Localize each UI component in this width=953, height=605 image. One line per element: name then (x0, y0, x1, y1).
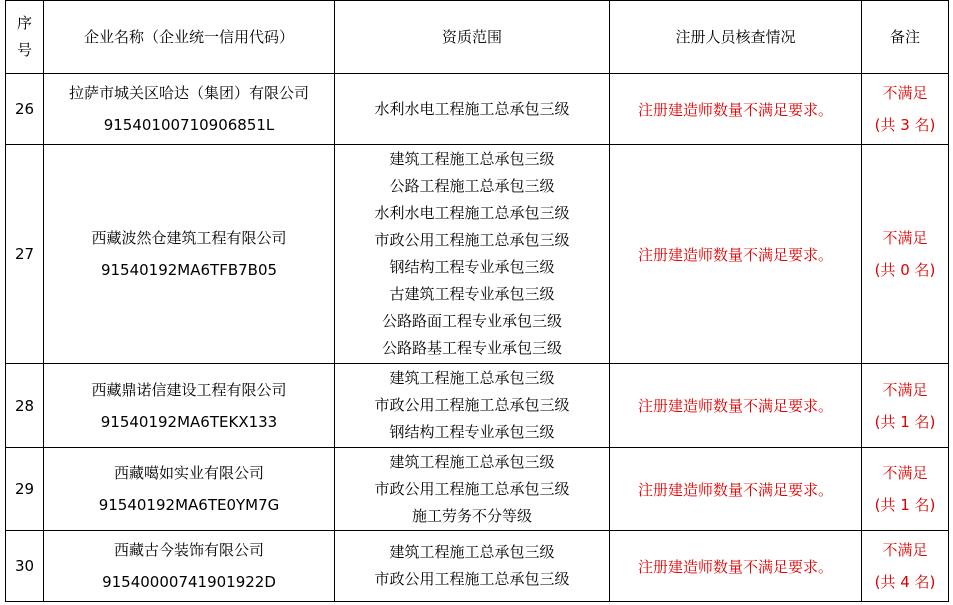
note-count: (共 1 名) (874, 412, 936, 431)
seq-cell (6, 364, 44, 448)
company-cell (44, 531, 335, 602)
scope-item: 钢结构工程专业承包三级 (389, 423, 555, 441)
check-cell (610, 145, 862, 364)
scope-item: 建筑工程施工总承包三级 (389, 543, 555, 561)
company-cell (44, 74, 335, 145)
seq-cell (6, 531, 44, 602)
check-result: 注册建造师数量不满足要求。 (637, 100, 833, 119)
company-code: 91540192MA6TFB7B05 (100, 261, 278, 279)
check-result: 注册建造师数量不满足要求。 (637, 245, 833, 264)
seq-number: 30 (14, 557, 35, 575)
scope-cell (335, 74, 610, 145)
header-seq-line1: 序 (16, 14, 32, 32)
header-seq-line2: 号 (16, 41, 32, 59)
check-cell (610, 74, 862, 145)
note-status: 不满足 (882, 229, 928, 247)
company-name: 西藏鼎诺信建设工程有限公司 (91, 380, 287, 399)
seq-cell (6, 145, 44, 364)
scope-item: 公路路基工程专业承包三级 (381, 339, 562, 357)
table-row (6, 74, 949, 145)
note-status: 不满足 (882, 464, 928, 482)
scope-item: 施工劳务不分等级 (411, 506, 532, 525)
table-row (6, 531, 949, 602)
scope-item: 建筑工程施工总承包三级 (389, 452, 555, 471)
note-status: 不满足 (882, 380, 928, 399)
check-cell (610, 531, 862, 602)
table-row (6, 145, 949, 364)
header-check: 注册人员核查情况 (610, 1, 862, 74)
table-header (6, 1, 949, 74)
scope-item: 公路路面工程专业承包三级 (381, 312, 562, 330)
scope-cell (335, 448, 610, 531)
company-name: 西藏古今装饰有限公司 (113, 541, 264, 559)
table-row (6, 364, 949, 448)
company-code: 91540192MA6TEKX133 (100, 412, 278, 431)
company-name: 西藏噶如实业有限公司 (113, 464, 264, 482)
seq-number: 27 (14, 245, 35, 263)
header-seq (6, 1, 44, 74)
scope-item: 市政公用工程施工总承包三级 (374, 231, 570, 249)
header-note: 备注 (862, 1, 949, 74)
scope-item: 市政公用工程施工总承包三级 (374, 396, 570, 414)
qualification-check-table (5, 0, 949, 602)
scope-item: 建筑工程施工总承包三级 (389, 150, 555, 168)
company-code: 91540000741901922D (102, 573, 276, 591)
header-scope: 资质范围 (335, 1, 610, 74)
scope-item: 建筑工程施工总承包三级 (389, 369, 555, 387)
note-cell (862, 145, 949, 364)
note-cell (862, 448, 949, 531)
seq-cell (6, 74, 44, 145)
company-code: 91540192MA6TE0YM7G (98, 496, 280, 514)
company-code: 91540100710906851L (103, 116, 275, 134)
note-count: (共 0 名) (874, 261, 936, 279)
note-count: (共 3 名) (874, 116, 936, 134)
company-name: 拉萨市城关区哈达（集团）有限公司 (68, 84, 309, 102)
note-status: 不满足 (882, 84, 928, 102)
check-result: 注册建造师数量不满足要求。 (637, 480, 833, 499)
scope-cell (335, 145, 610, 364)
check-result: 注册建造师数量不满足要求。 (637, 397, 833, 415)
note-status: 不满足 (882, 541, 928, 559)
table-row (6, 448, 949, 531)
header-company: 企业名称（企业统一信用代码） (44, 1, 335, 74)
company-name: 西藏波然仓建筑工程有限公司 (91, 229, 287, 247)
scope-cell (335, 531, 610, 602)
note-cell (862, 531, 949, 602)
scope-item: 市政公用工程施工总承包三级 (374, 570, 570, 588)
note-count: (共 4 名) (874, 573, 936, 591)
check-cell (610, 448, 862, 531)
scope-item: 古建筑工程专业承包三级 (389, 285, 555, 303)
seq-number: 29 (14, 480, 35, 498)
scope-item: 水利水电工程施工总承包三级 (374, 99, 570, 118)
seq-number: 26 (14, 100, 35, 118)
note-count: (共 1 名) (874, 496, 936, 514)
scope-item: 公路工程施工总承包三级 (389, 177, 555, 195)
seq-cell (6, 448, 44, 531)
scope-item: 水利水电工程施工总承包三级 (374, 204, 570, 222)
scope-item: 钢结构工程专业承包三级 (389, 258, 555, 276)
company-cell (44, 145, 335, 364)
scope-item: 市政公用工程施工总承包三级 (374, 479, 570, 498)
note-cell (862, 364, 949, 448)
check-cell (610, 364, 862, 448)
company-cell (44, 448, 335, 531)
scope-cell (335, 364, 610, 448)
seq-number: 28 (14, 396, 35, 415)
check-result: 注册建造师数量不满足要求。 (637, 557, 833, 576)
note-cell (862, 74, 949, 145)
company-cell (44, 364, 335, 448)
